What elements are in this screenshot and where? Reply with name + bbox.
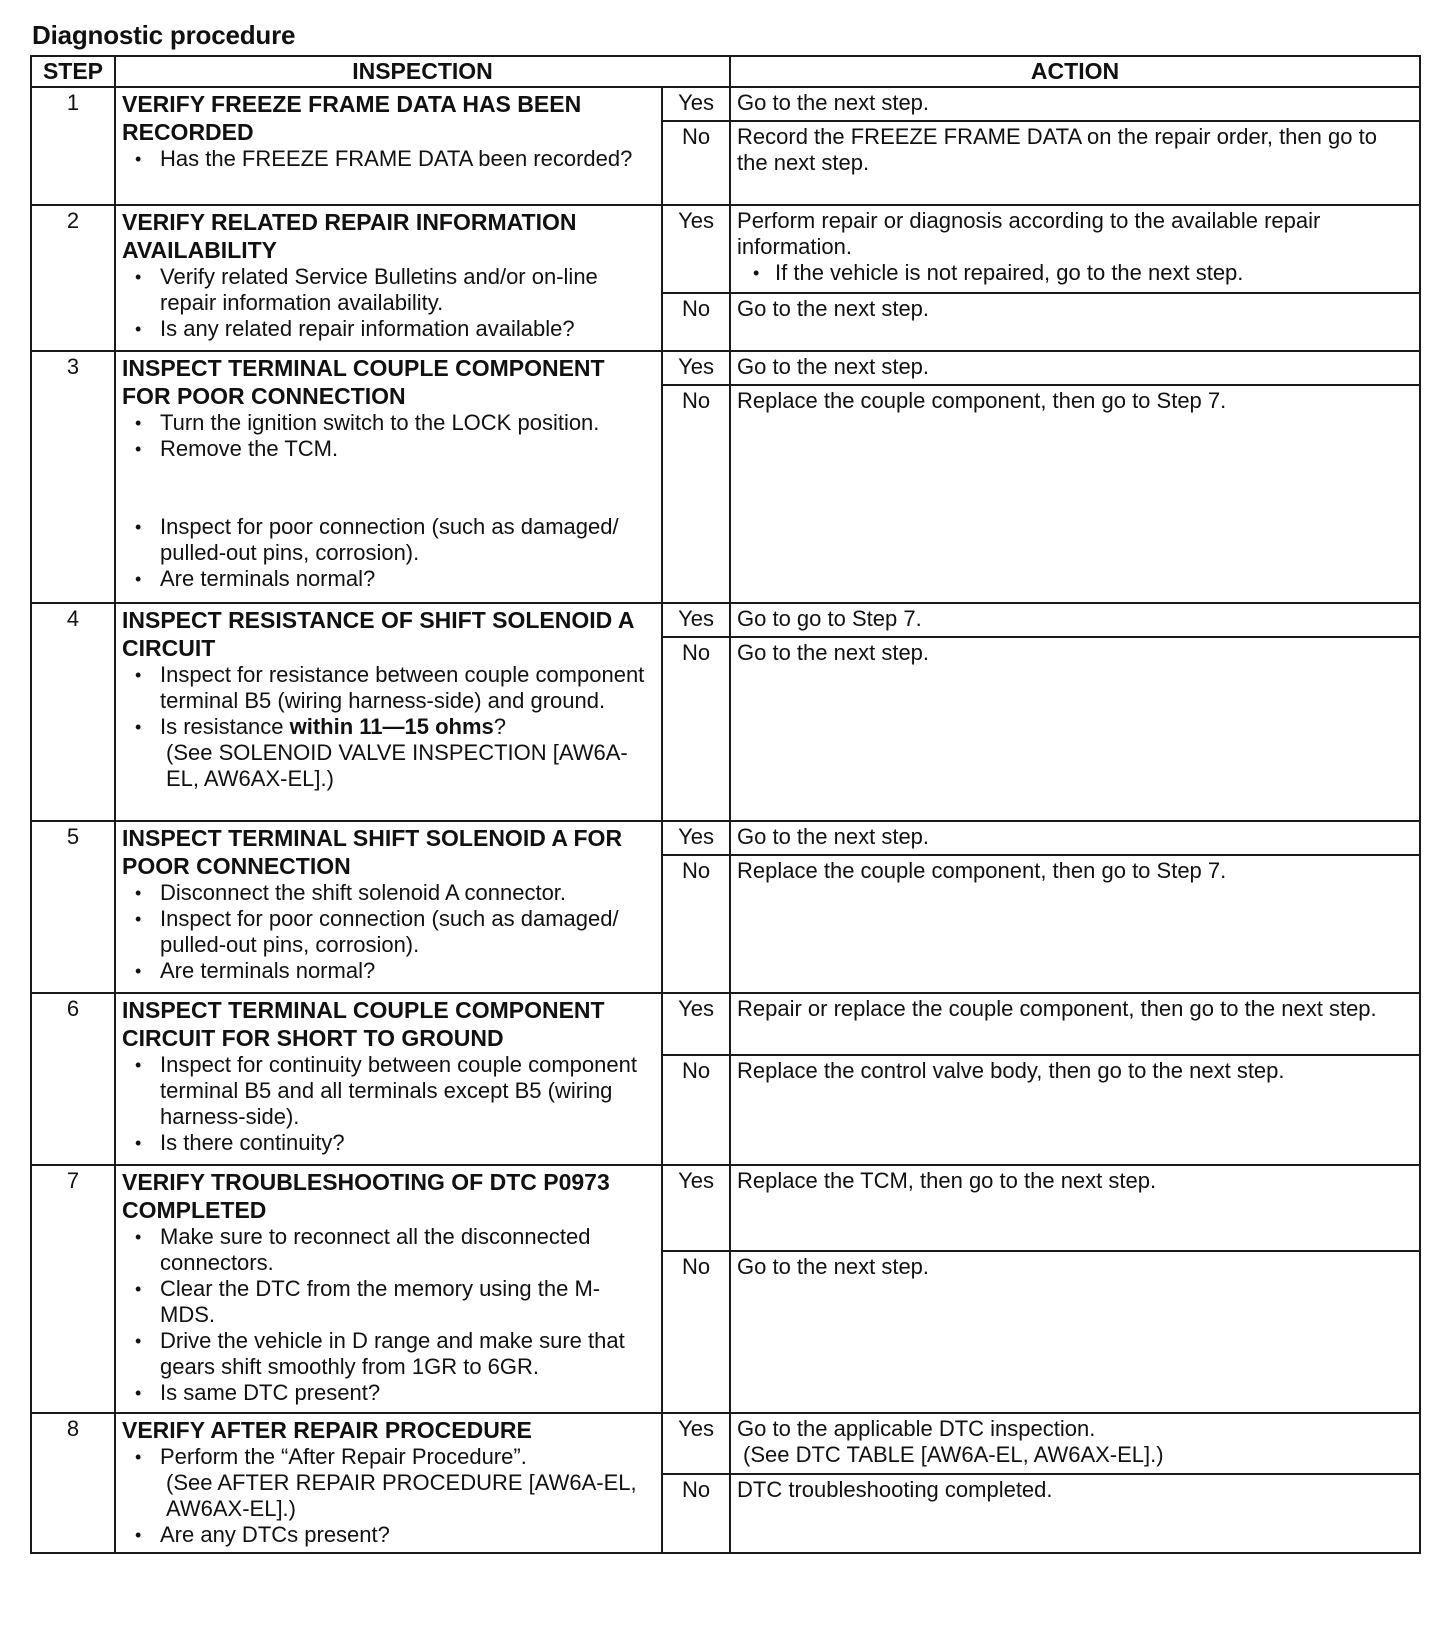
yes-action: Repair or replace the couple component, then go to the next step. xyxy=(730,993,1420,1055)
no-action: Replace the couple component, then go to Step 7. xyxy=(730,385,1420,603)
no-label: No xyxy=(662,121,730,205)
inspection-bullet: • Remove the TCM. xyxy=(135,436,339,461)
yes-action: Go to the next step. xyxy=(730,821,1420,855)
step-row-6-yes xyxy=(31,993,1420,1055)
yes-action: Go to the next step. xyxy=(730,87,1420,121)
yes-action: Go to the applicable DTC inspection. (See DTC TABLE [AW6A-EL, AW6AX-EL].) xyxy=(730,1413,1420,1474)
header-inspection: INSPECTION xyxy=(115,56,730,87)
inspection-heading: VERIFY FREEZE FRAME DATA HAS BEEN RECORDED xyxy=(122,91,582,145)
inspection-bullet: • Inspect for continuity between couple component terminal B5 and all terminals except B5 (wiring harness-side). xyxy=(135,1052,637,1129)
yes-label: Yes xyxy=(662,205,730,293)
inspection-cell xyxy=(115,1413,662,1553)
inspection-bullet: • Inspect for poor connection (such as damaged/ pulled-out pins, corrosion). xyxy=(135,514,619,565)
inspection-bullet: • Is same DTC present? xyxy=(135,1380,381,1405)
inspection-bullet: • Are terminals normal? xyxy=(135,566,376,591)
reference-link: (See SOLENOID VALVE INSPECTION [AW6A-EL, AW6AX-EL].) xyxy=(166,740,628,791)
inspection-cell xyxy=(115,821,662,993)
inspection-bullet: • Is resistance within 11—15 ohms? xyxy=(135,714,507,739)
no-label: No xyxy=(662,1251,730,1413)
diagnostic-table xyxy=(30,55,1421,1554)
yes-action: Go to go to Step 7. xyxy=(730,603,1420,637)
inspection-bullet: • Is any related repair information available? xyxy=(135,316,575,341)
step-number: 6 xyxy=(31,993,115,1165)
inspection-heading: INSPECT TERMINAL COUPLE COMPONENT CIRCUIT FOR SHORT TO GROUND xyxy=(122,997,605,1051)
step-number: 8 xyxy=(31,1413,115,1553)
step-number: 2 xyxy=(31,205,115,351)
table-header-row xyxy=(31,56,1420,87)
inspection-bullet: • Drive the vehicle in D range and make sure that gears shift smoothly from 1GR to 6GR. xyxy=(135,1328,625,1379)
inspection-bullet: • Verify related Service Bulletins and/or on-line repair information availability. xyxy=(135,264,598,315)
step-row-5-yes xyxy=(31,821,1420,855)
inspection-heading: INSPECT RESISTANCE OF SHIFT SOLENOID A CIRCUIT xyxy=(122,607,634,661)
inspection-heading: VERIFY AFTER REPAIR PROCEDURE xyxy=(122,1417,532,1443)
no-action: Go to the next step. xyxy=(730,637,1420,821)
step-number: 4 xyxy=(31,603,115,821)
step-number: 3 xyxy=(31,351,115,603)
yes-action: Perform repair or diagnosis according to the available repair information. • If the vehicle is not repaired, go to the next step. xyxy=(730,205,1420,293)
step-row-7-yes xyxy=(31,1165,1420,1251)
step-row-2-yes xyxy=(31,205,1420,293)
inspection-heading: VERIFY RELATED REPAIR INFORMATION AVAILABILITY xyxy=(122,209,577,263)
no-label: No xyxy=(662,1055,730,1165)
reference-link: (See DTC TABLE [AW6A-EL, AW6AX-EL].) xyxy=(743,1442,1164,1467)
inspection-heading: INSPECT TERMINAL SHIFT SOLENOID A FOR POOR CONNECTION xyxy=(122,825,623,879)
no-action: Replace the couple component, then go to Step 7. xyxy=(730,855,1420,993)
page-title: Diagnostic procedure xyxy=(32,20,296,50)
yes-label: Yes xyxy=(662,1413,730,1474)
no-action: Go to the next step. xyxy=(730,1251,1420,1413)
inspection-bullet: • Are any DTCs present? xyxy=(135,1522,390,1547)
inspection-heading: INSPECT TERMINAL COUPLE COMPONENT FOR POOR CONNECTION xyxy=(122,355,605,409)
inspection-bullet: • Inspect for poor connection (such as damaged/ pulled-out pins, corrosion). xyxy=(135,906,619,957)
inspection-bullet: • Are terminals normal? xyxy=(135,958,376,983)
reference-link: (See AFTER REPAIR PROCEDURE [AW6A-EL, AW6AX-EL].) xyxy=(166,1470,637,1521)
yes-label: Yes xyxy=(662,351,730,385)
yes-label: Yes xyxy=(662,87,730,121)
yes-label: Yes xyxy=(662,1165,730,1251)
inspection-cell xyxy=(115,351,662,603)
yes-label: Yes xyxy=(662,603,730,637)
step-number: 5 xyxy=(31,821,115,993)
inspection-cell xyxy=(115,87,662,205)
inspection-bullet: • Is there continuity? xyxy=(135,1130,345,1155)
no-label: No xyxy=(662,855,730,993)
inspection-heading: VERIFY TROUBLESHOOTING OF DTC P0973 COMPLETED xyxy=(122,1169,610,1223)
no-action: Replace the control valve body, then go to the next step. xyxy=(730,1055,1420,1165)
inspection-bullet: • Clear the DTC from the memory using the M-MDS. xyxy=(135,1276,601,1327)
action-bullet: • If the vehicle is not repaired, go to the next step. xyxy=(753,260,1244,285)
no-label: No xyxy=(662,1474,730,1553)
inspection-cell xyxy=(115,993,662,1165)
inspection-bullet: • Has the FREEZE FRAME DATA been recorded? xyxy=(135,146,633,171)
step-row-4-yes xyxy=(31,603,1420,637)
inspection-bullet: • Turn the ignition switch to the LOCK position. xyxy=(135,410,600,435)
header-action: ACTION xyxy=(730,56,1420,87)
no-action: Go to the next step. xyxy=(730,293,1420,351)
step-row-1-yes xyxy=(31,87,1420,121)
step-row-8-yes xyxy=(31,1413,1420,1474)
yes-label: Yes xyxy=(662,993,730,1055)
no-label: No xyxy=(662,637,730,821)
yes-label: Yes xyxy=(662,821,730,855)
inspection-bullet: • Inspect for resistance between couple component terminal B5 (wiring harness-side) and ground. xyxy=(135,662,645,713)
no-action: Record the FREEZE FRAME DATA on the repair order, then go to the next step. xyxy=(730,121,1420,205)
step-row-3-yes xyxy=(31,351,1420,385)
yes-action: Replace the TCM, then go to the next step. xyxy=(730,1165,1420,1251)
step-number: 1 xyxy=(31,87,115,205)
inspection-bullet: • Disconnect the shift solenoid A connector. xyxy=(135,880,567,905)
yes-action: Go to the next step. xyxy=(730,351,1420,385)
no-label: No xyxy=(662,385,730,603)
inspection-cell xyxy=(115,205,662,351)
step-number: 7 xyxy=(31,1165,115,1413)
inspection-cell xyxy=(115,603,662,821)
resistance-spec: within 11—15 ohms xyxy=(289,714,494,739)
inspection-bullet: • Perform the “After Repair Procedure”. xyxy=(135,1444,527,1469)
no-label: No xyxy=(662,293,730,351)
inspection-cell xyxy=(115,1165,662,1413)
header-step: STEP xyxy=(31,56,115,87)
no-action: DTC troubleshooting completed. xyxy=(730,1474,1420,1553)
inspection-bullet: • Make sure to reconnect all the disconnected connectors. xyxy=(135,1224,591,1275)
